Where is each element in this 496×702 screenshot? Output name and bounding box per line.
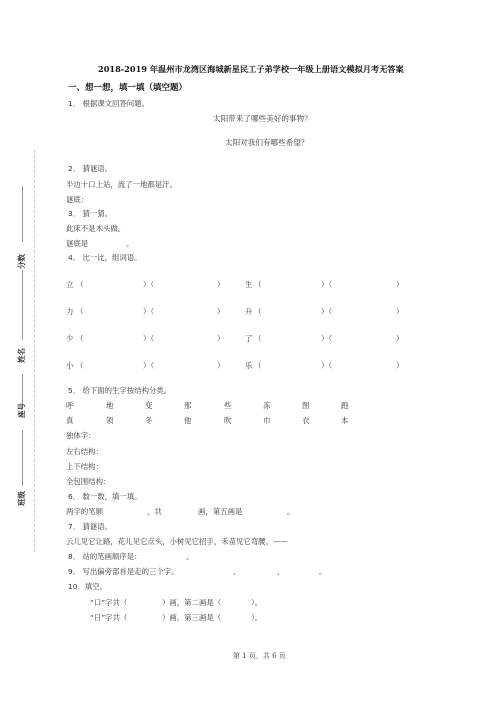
q4-char: 了 [245, 334, 253, 343]
q5-char: 那 [184, 401, 192, 410]
q9-prompt: 9． 写出偏旁部首是走的三个字。 [68, 567, 179, 576]
q6-part-c: 画，第五画是 [198, 507, 243, 516]
q5-prompt: 5． 给下面的生字按结构分类。 [68, 386, 172, 395]
class-underline [22, 430, 23, 486]
q4-paren-mid: ）（ [143, 334, 155, 343]
q2-prompt: 2． 猜谜语。 [68, 164, 113, 173]
q4-paren-close: ） [217, 334, 225, 343]
q4-paren-mid: ）（ [321, 361, 333, 370]
q5-char: 吹 [224, 416, 232, 425]
q5-char: 真 [66, 416, 74, 425]
q3-answer: 谜底是 [66, 239, 89, 248]
q4-char: 立 [66, 280, 74, 289]
q7-prompt: 7． 猜谜语。 [68, 522, 113, 531]
q5-char: 地 [106, 401, 114, 410]
q4-char: 小 [66, 361, 74, 370]
q4-paren-mid: ）（ [143, 361, 155, 370]
q3-dot: 。 [126, 239, 134, 248]
q9-sep: 、 [277, 567, 285, 576]
q5-char: 变 [145, 401, 153, 410]
q6-part-a: 两字的笔顺 [66, 507, 103, 516]
q4-paren-close: ） [396, 307, 404, 316]
q6-part-d: 。 [287, 507, 295, 516]
q6-prompt: 6． 数一数，填一填。 [68, 492, 142, 501]
q5-char: 他 [184, 416, 192, 425]
q9-sep: 、 [233, 567, 241, 576]
q1-line2: 太阳对我们有哪些希望？ [225, 138, 309, 147]
q10-line1-c: ）。 [251, 598, 263, 607]
q4-char: 力 [66, 307, 74, 316]
page-title: 2018-2019 年温州市龙湾区海城新星民工子弟学校一年级上册语文模拟月考无答案 [98, 64, 404, 74]
q4-paren-open: （ [254, 361, 262, 370]
q4-paren-open: （ [254, 334, 262, 343]
q3-riddle: 此床不是木头做。 [66, 224, 126, 233]
q6-part-b: ，共 [147, 507, 162, 516]
binding-dashed-line [34, 150, 35, 552]
q8-dot: 。 [186, 552, 194, 561]
q4-char: 升 [245, 307, 253, 316]
name-underline [22, 270, 23, 340]
seat-label: 座号 [17, 403, 26, 418]
score-label: 分数 [17, 254, 26, 269]
q4-paren-close: ） [396, 361, 404, 370]
q10-prompt: 10．填空。 [68, 582, 107, 591]
q5-char: 些 [224, 401, 232, 410]
q5-char: 本 [341, 416, 349, 425]
q4-paren-open: （ [76, 280, 84, 289]
q4-paren-close: ） [396, 280, 404, 289]
q4-paren-close: ） [217, 280, 225, 289]
q4-paren-close: ） [217, 307, 225, 316]
q5-category: 左右结构： [66, 447, 103, 456]
q4-paren-open: （ [76, 334, 84, 343]
q5-char: 呼 [66, 401, 74, 410]
q5-char: 领 [106, 416, 114, 425]
q4-char: 生 [245, 280, 253, 289]
score-underline [22, 186, 23, 242]
q10-line1-b: ）画，第二画是（ [162, 598, 222, 607]
page-number: 第 1 页，共 6 页 [233, 652, 286, 660]
q5-category: 上下结构： [66, 462, 103, 471]
q4-paren-mid: ）（ [321, 280, 333, 289]
q4-paren-mid: ）（ [143, 280, 155, 289]
q4-paren-mid: ）（ [321, 334, 333, 343]
q5-char: 跑 [341, 401, 349, 410]
q4-paren-open: （ [254, 280, 262, 289]
q7-riddle: 云儿见它让路，花儿见它点头，小树见它招手，禾苗见它弯腰。—— [66, 537, 288, 546]
q1-prompt: 1． 根据课文回答问题。 [68, 99, 149, 108]
q5-char: 图 [302, 401, 310, 410]
q2-riddle: 半边十口上站，流了一地都是汗。 [66, 180, 177, 189]
q5-category: 独体字： [66, 431, 96, 440]
q10-line2-a: “日”字共（ [90, 613, 128, 622]
q5-char: 冻 [263, 401, 271, 410]
q10-line2-b: ）画，第三画是（ [162, 613, 222, 622]
q4-paren-mid: ）（ [321, 307, 333, 316]
q4-paren-mid: ）（ [143, 307, 155, 316]
q4-char: 少 [66, 334, 74, 343]
q4-paren-close: ） [396, 334, 404, 343]
q4-paren-open: （ [254, 307, 262, 316]
q4-paren-close: ） [217, 361, 225, 370]
q10-line1-a: “口”字共（ [90, 598, 128, 607]
q8-prompt: 8． 站的笔画顺序是： [68, 552, 142, 561]
q3-prompt: 3． 猜一猜。 [68, 209, 113, 218]
q5-category: 全包围结构： [66, 477, 111, 486]
class-label: 班级 [17, 491, 26, 506]
q4-paren-open: （ [76, 307, 84, 316]
section-heading: 一、想一想，填一填（填空题） [68, 83, 188, 93]
q5-char: 巾 [263, 416, 271, 425]
q9-dot: 。 [319, 567, 327, 576]
q4-prompt: 4． 比一比，组词语。 [68, 253, 142, 262]
q5-char: 冬 [145, 416, 153, 425]
q1-line1: 太阳带来了哪些美好的事物？ [213, 114, 312, 123]
q5-char: 衣 [302, 416, 310, 425]
q10-line2-c: ）。 [251, 613, 263, 622]
q4-char: 乐 [245, 361, 253, 370]
name-label: 姓名 [17, 348, 26, 363]
q4-paren-open: （ [76, 361, 84, 370]
q2-answer: 谜底： [66, 195, 89, 204]
